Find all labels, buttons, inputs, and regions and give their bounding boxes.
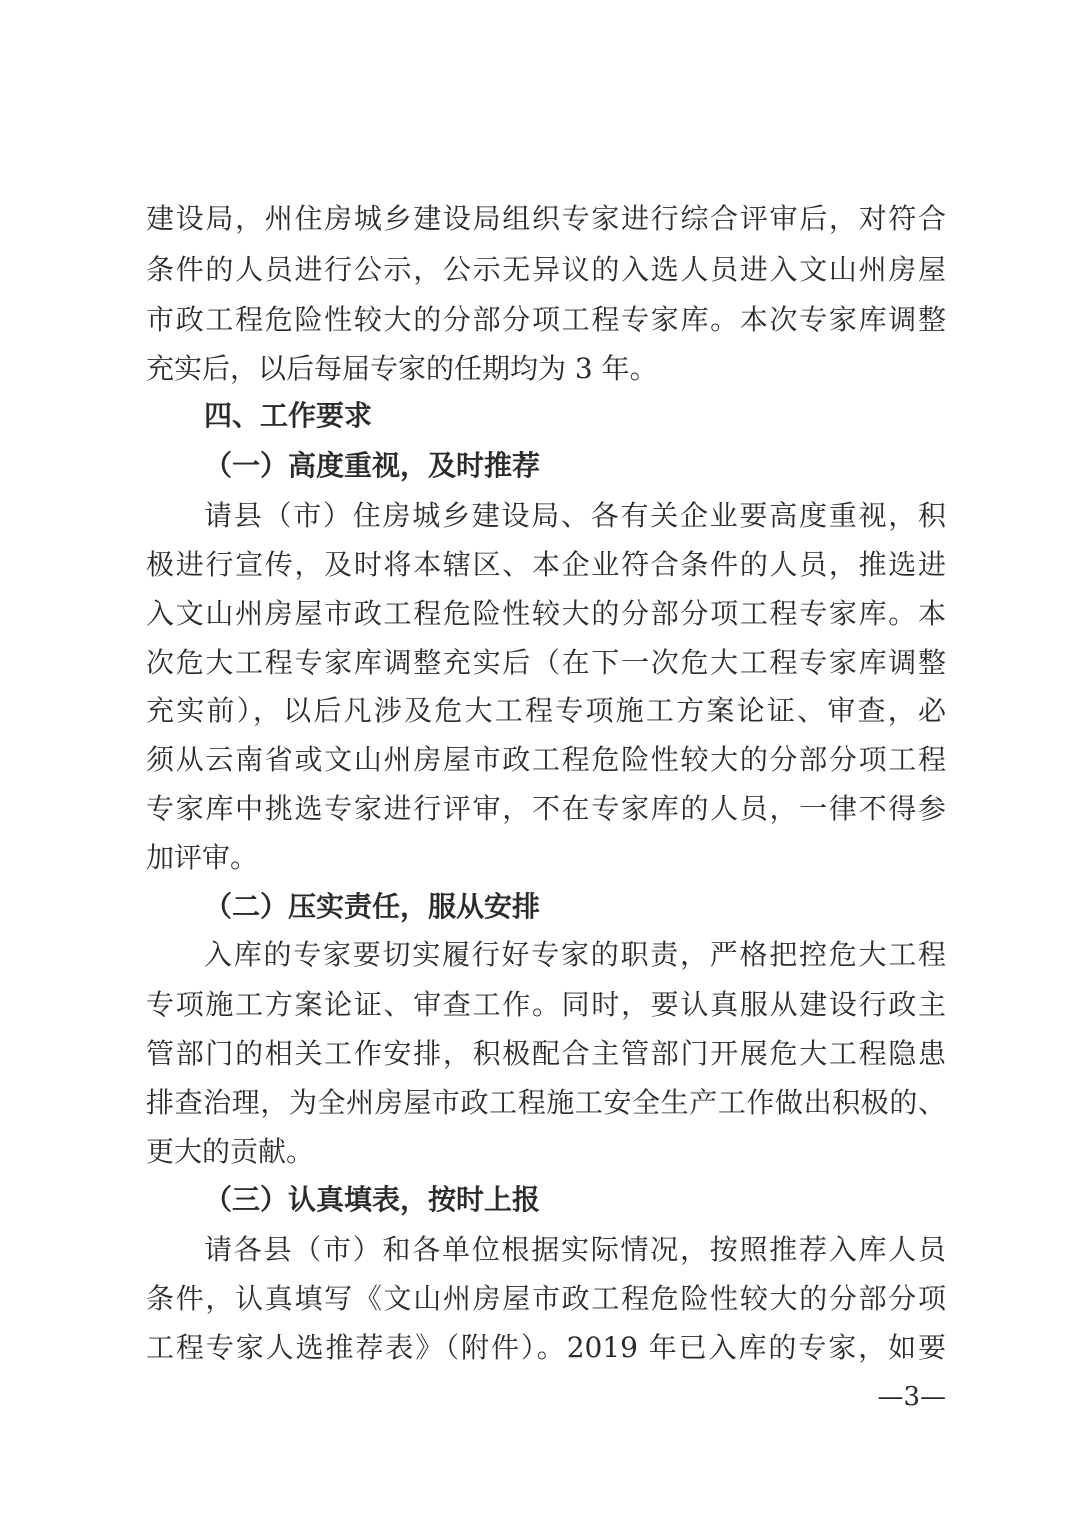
paragraph-line: 极进行宣传，及时将本辖区、本企业符合条件的人员，推选进 (146, 548, 946, 581)
paragraph-line: 条件的人员进行公示，公示无异议的入选人员进入文山州房屋 (146, 253, 946, 286)
paragraph-line: 充实前），以后凡涉及危大工程专项施工方案论证、审查，必 (146, 694, 946, 727)
paragraph-line: 专项施工方案论证、审查工作。同时，要认真服从建设行政主 (146, 988, 946, 1021)
subsection-heading: （三）认真填表，按时上报 (204, 1183, 541, 1216)
paragraph-line: 入库的专家要切实履行好专家的职责，严格把控危大工程 (204, 938, 946, 971)
paragraph-line: 须从云南省或文山州房屋市政工程危险性较大的分部分项工程 (146, 743, 946, 776)
paragraph-line: 管部门的相关工作安排，积极配合主管部门开展危大工程隐患 (146, 1037, 946, 1070)
paragraph-line: 加评审。 (146, 841, 259, 874)
paragraph-line: 专家库中挑选专家进行评审，不在专家库的人员，一律不得参 (146, 792, 946, 825)
paragraph-line: 请各县（市）和各单位根据实际情况，按照推荐入库人员 (204, 1233, 946, 1266)
paragraph-line: 建设局，州住房城乡建设局组织专家进行综合评审后，对符合 (146, 202, 946, 235)
paragraph-line: 次危大工程专家库调整充实后（在下一次危大工程专家库调整 (146, 646, 946, 679)
section-heading: 四、工作要求 (204, 399, 373, 432)
paragraph-line: 排查治理，为全州房屋市政工程施工安全生产工作做出积极的、 (146, 1086, 946, 1119)
paragraph-line: 充实后，以后每届专家的任期均为 3 年。 (146, 352, 658, 385)
paragraph-line: 工程专家人选推荐表》（附件）。2019 年已入库的专家，如要 (146, 1331, 946, 1364)
paragraph-line: 入文山州房屋市政工程危险性较大的分部分项工程专家库。本 (146, 597, 946, 630)
page-number: —3— (877, 1382, 946, 1412)
paragraph-line: 条件，认真填写《文山州房屋市政工程危险性较大的分部分项 (146, 1282, 946, 1315)
paragraph-line: 更大的贡献。 (146, 1135, 315, 1168)
paragraph-line: 市政工程危险性较大的分部分项工程专家库。本次专家库调整 (146, 303, 946, 336)
paragraph-line: 请县（市）住房城乡建设局、各有关企业要高度重视，积 (204, 499, 946, 532)
subsection-heading: （一）高度重视，及时推荐 (204, 449, 541, 482)
subsection-heading: （二）压实责任，服从安排 (204, 890, 541, 923)
